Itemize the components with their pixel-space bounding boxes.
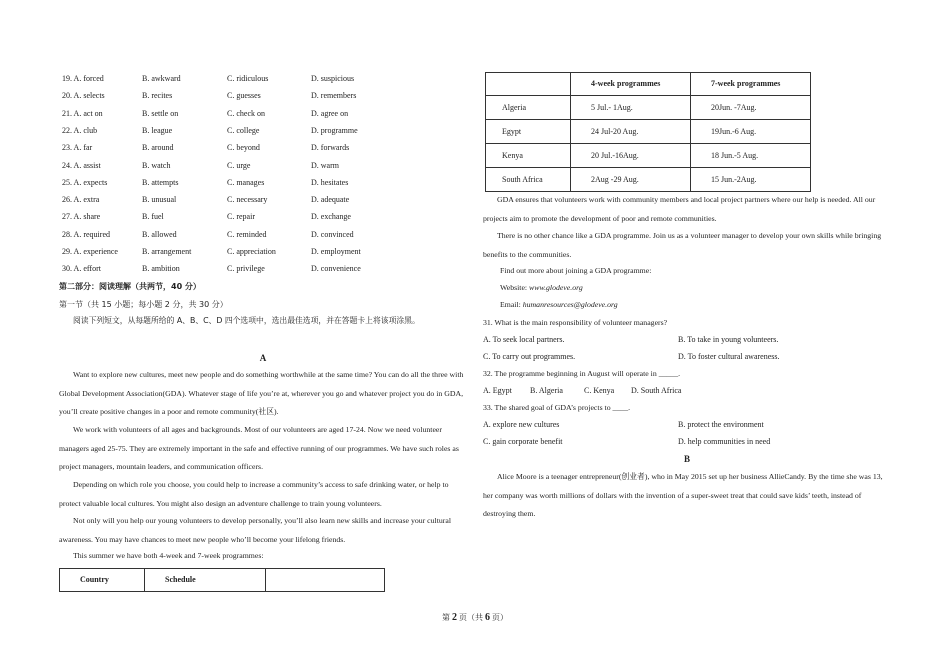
option-d[interactable]: D. remembers — [311, 91, 357, 101]
option-c[interactable]: C. beyond — [227, 143, 260, 153]
passage-a-paragraph-2: We work with volunteers of all ages and backgrounds. Most of our volunteers are aged 17-24. Now we need volunteer managers aged 25-75. They are extremely important in the safe and effective running of our programmes. We have such roles as project managers, mountain leaders, and communication officers. — [59, 425, 459, 471]
option-d[interactable]: D. suspicious — [311, 74, 355, 83]
option-row — [62, 74, 462, 86]
question-31-option-d[interactable]: D. To foster cultural awareness. — [678, 352, 780, 361]
option-c[interactable]: C. repair — [227, 212, 255, 222]
option-row — [62, 212, 462, 224]
option-a[interactable]: 22. A. club — [62, 125, 98, 135]
passage-b-paragraph-1: Alice Moore is a teenager entrepreneur(创业者), who in May 2015 set up her business AllieCandy. By the time she was 13, her company was worth millions of dollars with the invention of a super-sweet treat that could save kids’ teeth, instead of destroying them. — [483, 472, 883, 518]
option-a[interactable]: 23. A. far — [62, 143, 93, 153]
find-out-text: Find out more about joining a GDA programme: — [500, 266, 652, 275]
option-row — [62, 143, 462, 155]
instructions: 阅读下列短文，从每题所给的 A、B、C、D 四个选项中，选出最佳选项，并在答题卡上将该项涂黑。 — [73, 316, 420, 325]
option-row — [62, 91, 462, 103]
passage-b-label: B — [683, 454, 690, 464]
footer-page-number: 2 — [452, 612, 457, 623]
passage-a-label: A — [259, 353, 267, 363]
option-d[interactable]: D. warm — [311, 160, 339, 170]
table-cell-country: Algeria — [486, 96, 571, 120]
option-a[interactable]: 29. A. experience — [62, 247, 118, 256]
option-d[interactable]: D. programme — [311, 125, 358, 135]
footer-total-pages: 6 — [485, 612, 490, 623]
option-d[interactable]: D. hesitates — [311, 177, 349, 187]
option-b[interactable]: B. around — [142, 143, 174, 153]
option-a[interactable]: 28. A. required — [62, 229, 110, 239]
table-header-4week: 4-week programmes — [571, 73, 691, 96]
option-d[interactable]: D. employment — [311, 247, 361, 256]
table-cell-country: Kenya — [486, 144, 571, 168]
passage-a-paragraph-1: Want to explore new cultures, meet new people and do something worthwhile at the same time? You can do all the three with Global Development Association(GDA). Whatever stage of life you’re at, wherever you go and whatever project you do in GDA, you’ll create positive changes in a poor and remote community(社区). — [59, 370, 464, 416]
table-header-7week: 7-week programmes — [691, 73, 811, 96]
option-b[interactable]: B. fuel — [142, 212, 164, 222]
option-row — [62, 178, 462, 190]
option-b[interactable]: B. recites — [142, 91, 173, 101]
table-row — [486, 96, 811, 120]
passage-a-paragraph-3: Depending on which role you choose, you could help to increase a community’s access to safe drinking water, or help to protect valuable local cultures. You might also design an adventure challenge to train young volunteers. — [59, 480, 449, 508]
question-31-option-c[interactable]: C. To carry out programmes. — [483, 352, 576, 361]
question-31-stem: 31. What is the main responsibility of volunteer managers? — [483, 318, 668, 327]
option-c[interactable]: C. reminded — [227, 229, 267, 239]
option-c[interactable]: C. appreciation — [227, 247, 276, 256]
option-d[interactable]: D. convinced — [311, 229, 354, 239]
schedule-table — [485, 72, 811, 192]
option-c[interactable]: C. college — [227, 125, 260, 135]
question-32-option-d[interactable]: D. South Africa — [631, 386, 682, 395]
question-31-options-row-1 — [483, 335, 891, 347]
table-cell-4week: 20 Jul.-16Aug. — [571, 144, 691, 168]
option-b[interactable]: B. settle on — [142, 108, 179, 118]
email-label: Email: — [500, 300, 523, 309]
website-link[interactable]: www.glodeve.org — [529, 283, 583, 292]
option-c[interactable]: C. privilege — [227, 264, 265, 274]
table-cell-7week: 18 Jun.-5 Aug. — [691, 144, 811, 168]
option-a[interactable]: 20. A. selects — [62, 91, 105, 101]
option-b[interactable]: B. attempts — [142, 177, 179, 187]
option-b[interactable]: B. allowed — [142, 229, 177, 239]
footer-mid: 页（共 — [459, 613, 483, 622]
option-d[interactable]: D. adequate — [311, 195, 350, 205]
passage-a-after-1: GDA ensures that volunteers work with community members and local project partners where our help is needed. All our projects aim to promote the development of poor and remote communities. — [483, 195, 876, 223]
question-33-option-c[interactable]: C. gain corporate benefit — [483, 437, 563, 446]
email-line — [500, 300, 618, 309]
option-b[interactable]: B. league — [142, 125, 173, 135]
option-row — [62, 126, 462, 138]
option-c[interactable]: C. manages — [227, 177, 265, 187]
question-32-options-row — [483, 386, 891, 398]
table-header-schedule: Schedule — [145, 569, 266, 592]
question-33-option-b[interactable]: B. protect the environment — [678, 420, 764, 429]
option-b[interactable]: B. watch — [142, 160, 171, 170]
option-row — [62, 195, 462, 207]
question-33-options-row-2 — [483, 437, 891, 449]
footer-prefix: 第 — [442, 613, 450, 622]
question-32-option-b[interactable]: B. Algeria — [530, 386, 563, 395]
option-a[interactable]: 25. A. expects — [62, 177, 108, 187]
option-row — [62, 230, 462, 242]
option-a[interactable]: 26. A. extra — [62, 195, 100, 205]
table-row — [486, 144, 811, 168]
option-d[interactable]: D. forwards — [311, 143, 350, 153]
table-row — [486, 120, 811, 144]
option-b[interactable]: B. arrangement — [142, 247, 192, 256]
question-31-option-a[interactable]: A. To seek local partners. — [483, 335, 565, 344]
option-a[interactable]: 24. A. assist — [62, 160, 101, 170]
option-c[interactable]: C. check on — [227, 108, 265, 118]
option-row — [62, 247, 462, 259]
question-32-option-c[interactable]: C. Kenya — [584, 386, 615, 395]
option-a[interactable]: 19. A. forced — [62, 74, 104, 83]
table-cell-4week: 24 Jul-20 Aug. — [571, 120, 691, 144]
option-c[interactable]: C. urge — [227, 160, 251, 170]
footer-suffix: 页） — [492, 613, 508, 622]
question-33-options-row-1 — [483, 420, 891, 432]
option-d[interactable]: D. agree on — [311, 108, 349, 118]
option-a[interactable]: 27. A. share — [62, 212, 101, 222]
website-line — [500, 283, 583, 292]
table-header-country: Country — [60, 569, 145, 592]
table-header-blank — [266, 569, 385, 592]
option-row — [62, 264, 462, 276]
part2-heading: 第二部分：阅读理解（共两节，40 分） — [59, 282, 201, 291]
option-b[interactable]: B. awkward — [142, 74, 181, 83]
option-d[interactable]: D. exchange — [311, 212, 351, 222]
page-footer — [0, 612, 950, 624]
email-link[interactable]: humanresources@glodeve.org — [522, 300, 618, 309]
option-d[interactable]: D. convenience — [311, 264, 361, 274]
website-label: Website: — [500, 283, 530, 292]
table-cell-7week: 19Jun.-6 Aug. — [691, 120, 811, 144]
table-cell-7week: 20Jun. -7Aug. — [691, 96, 811, 120]
table-cell-country: Egypt — [486, 120, 571, 144]
option-b[interactable]: B. unusual — [142, 195, 177, 205]
table-cell-4week: 2Aug -29 Aug. — [571, 168, 691, 192]
table-row — [486, 168, 811, 192]
option-c[interactable]: C. ridiculous — [227, 74, 269, 83]
option-b[interactable]: B. ambition — [142, 264, 180, 274]
schedule-table-header-left — [59, 568, 385, 592]
option-c[interactable]: C. necessary — [227, 195, 268, 205]
schedule-table-body — [486, 96, 811, 192]
question-31-option-b[interactable]: B. To take in young volunteers. — [678, 335, 779, 344]
table-cell-7week: 15 Jun.-2Aug. — [691, 168, 811, 192]
option-a[interactable]: 21. A. act on — [62, 108, 103, 118]
option-row — [62, 109, 462, 121]
table-cell-4week: 5 Jul.- 1Aug. — [571, 96, 691, 120]
passage-a-after-2: There is no other chance like a GDA programme. Join us as a volunteer manager to develop your own skills while bringing benefits to the communities. — [483, 231, 882, 259]
question-33-option-d[interactable]: D. help communities in need — [678, 437, 771, 446]
table-header-empty — [486, 73, 571, 96]
question-33-option-a[interactable]: A. explore new cultures — [483, 420, 560, 429]
question-32-option-a[interactable]: A. Egypt — [483, 386, 512, 395]
table-cell-country: South Africa — [486, 168, 571, 192]
question-31-options-row-2 — [483, 352, 891, 364]
option-a[interactable]: 30. A. effort — [62, 264, 101, 274]
passage-a-paragraph-5: This summer we have both 4-week and 7-week programmes: — [73, 551, 264, 560]
passage-a-paragraph-4: Not only will you help our young volunteers to develop personally, you’ll also learn new skills and increase your cultural awareness. You may have chances to meet new people who’ll become your lifelong friends. — [59, 516, 451, 544]
option-c[interactable]: C. guesses — [227, 91, 261, 101]
question-32-stem: 32. The programme beginning in August will operate in _____. — [483, 369, 681, 378]
option-row — [62, 161, 462, 173]
question-33-stem: 33. The shared goal of GDA’s projects to ____. — [483, 403, 631, 412]
section1-heading: 第一节（共 15 小题；每小题 2 分，共 30 分） — [59, 300, 228, 309]
